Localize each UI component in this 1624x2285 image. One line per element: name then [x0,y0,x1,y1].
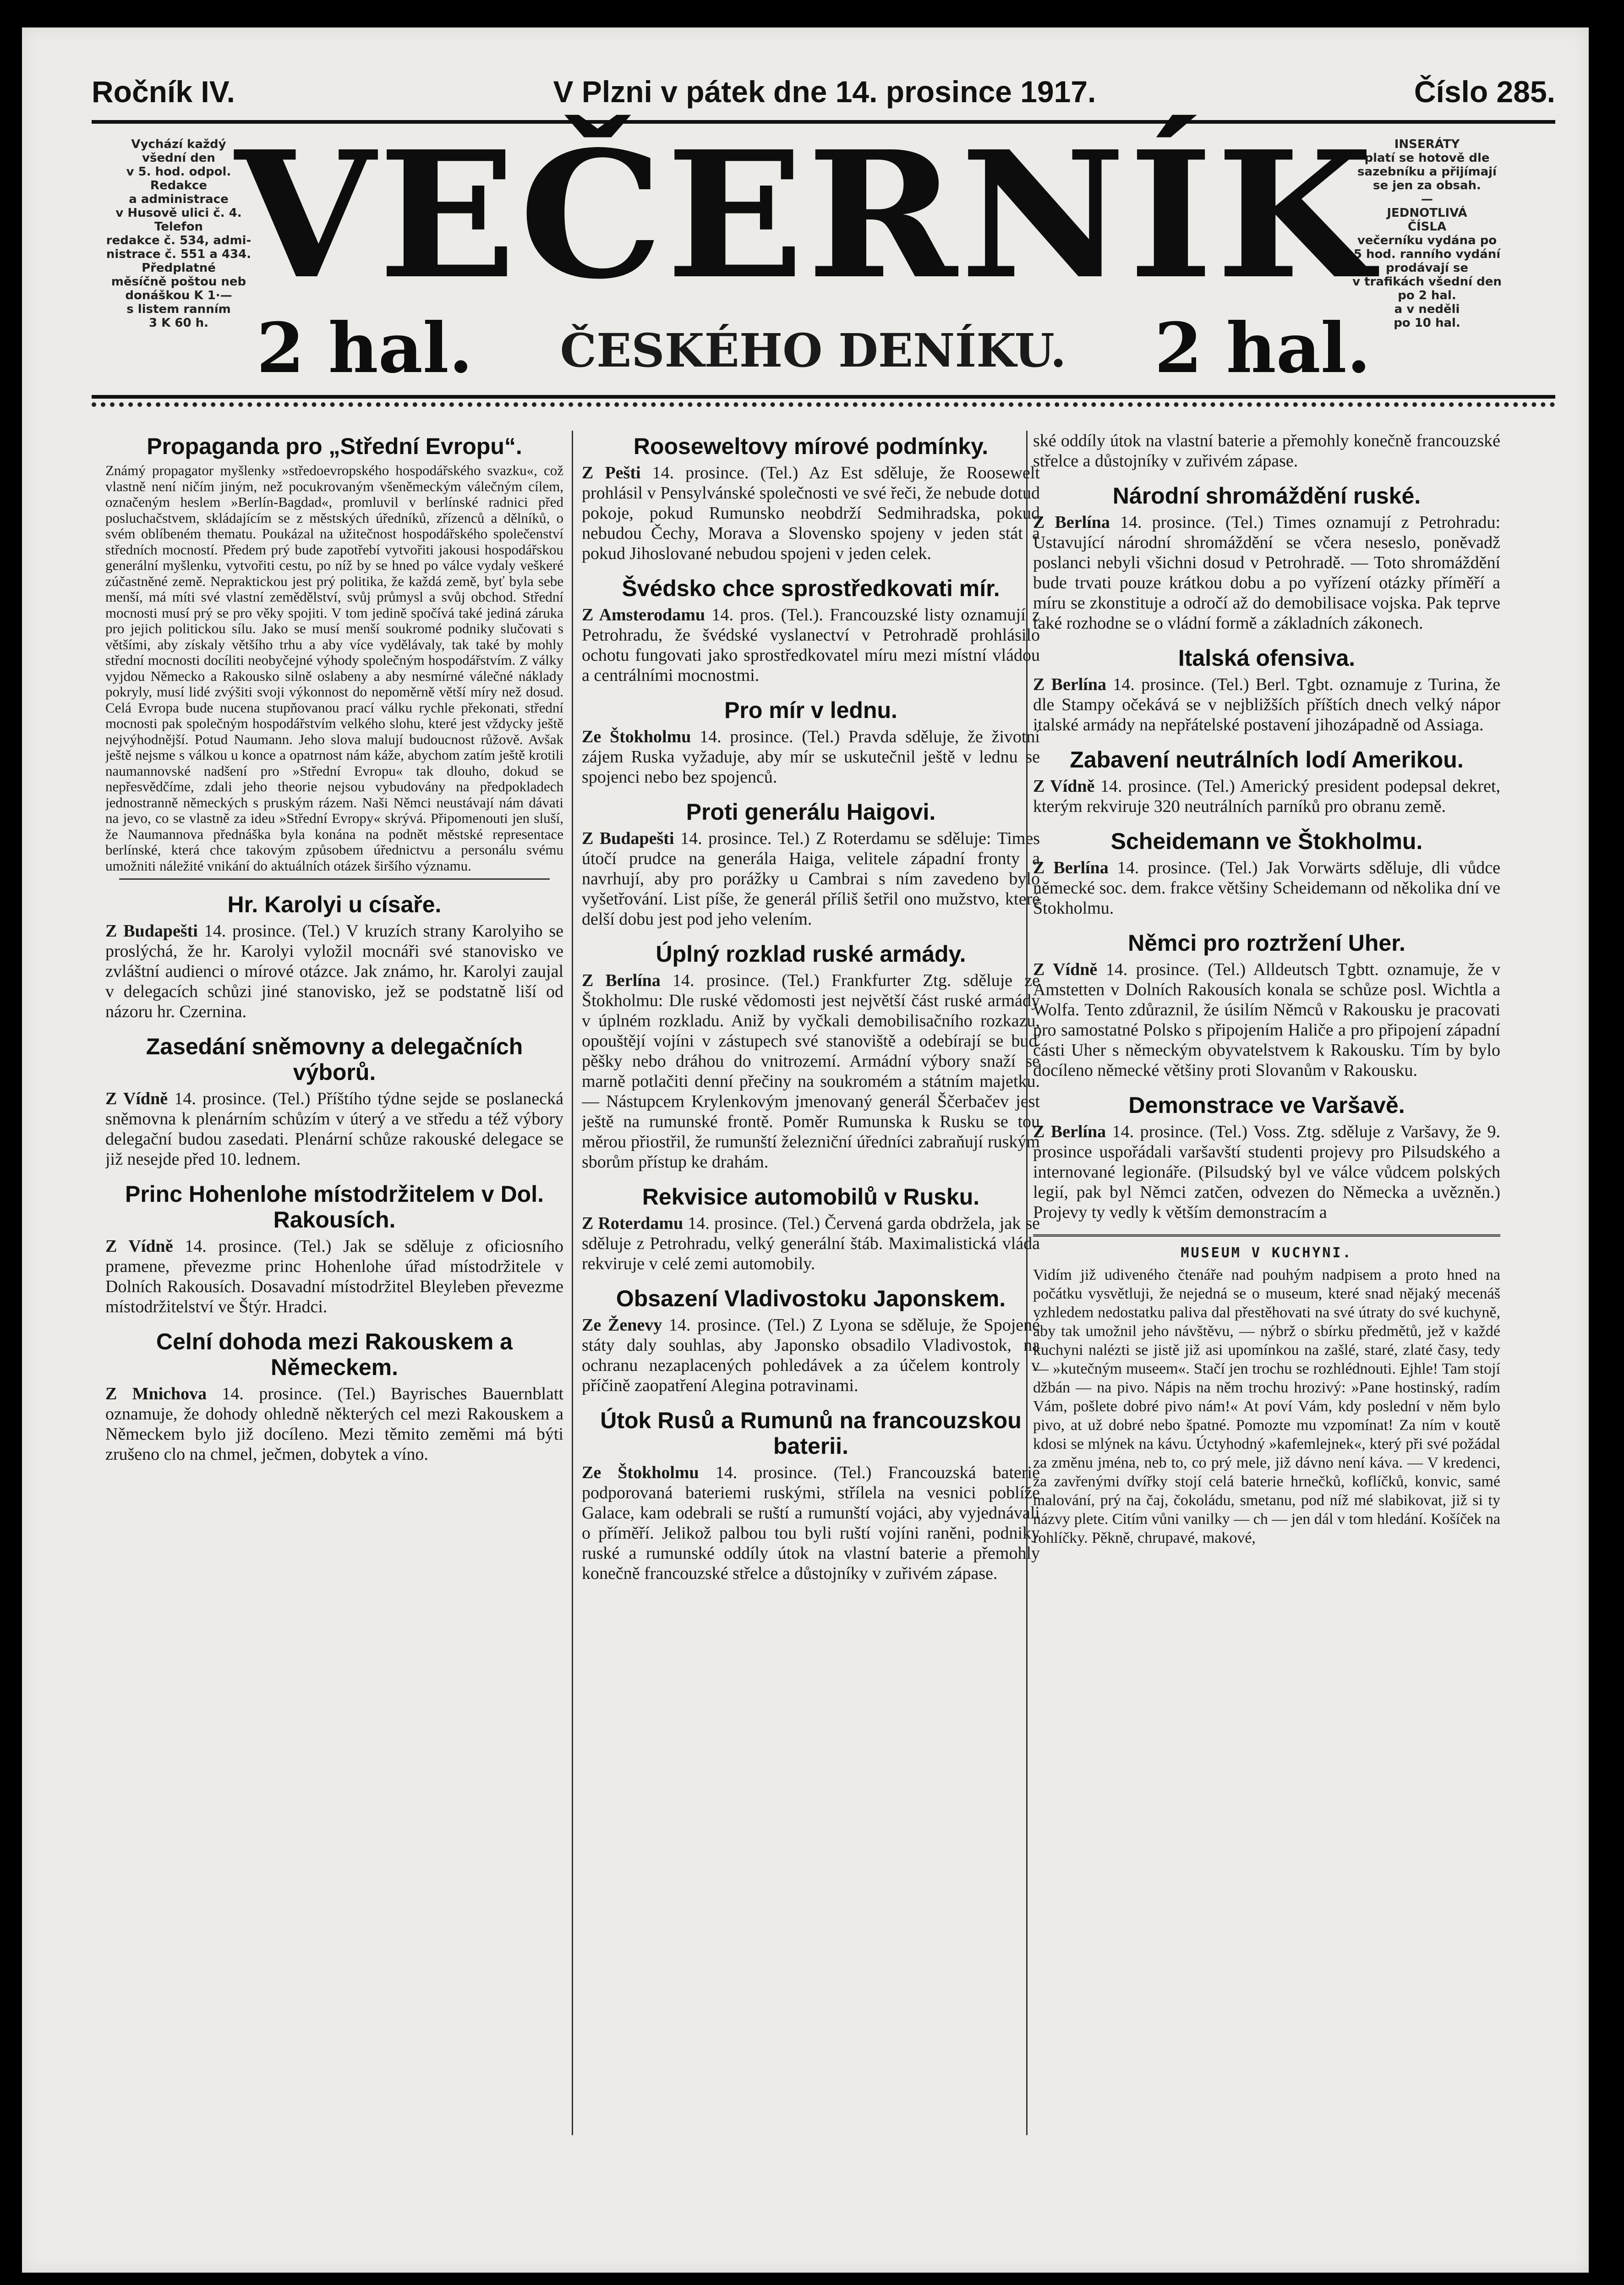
article-text: ské oddíly útok na vlastní baterie a přemohly konečně francouzské střelce a důstojníky v zuřivém zápase. [1033,431,1500,471]
masthead-dotted-rule [92,402,1555,407]
article-body [582,1463,1040,1584]
article-headline: Obsazení Vladivostoku Japonskem. [616,1286,1006,1311]
article-body [582,1315,1040,1396]
article-dateline: Z Amsterodamu [582,605,705,625]
article-headline: Hr. Karolyi u císaře. [227,892,442,917]
article-text: 14. prosince. (Tel.) Příštího týdne sejde se poslanecká sněmovna k plenárním schůzím v úterý a ve středu a též výbory delegační budou zasedati. Plenární schůze rakouské delegace se již nesejde před 10. lednem. [105,1089,563,1169]
article [582,697,1040,787]
article-text: 14. prosince. (Tel.) Americký president podepsal dekret, kterým rekviruje 320 neutrálních parníků pro obranu země. [1033,777,1500,816]
article-dateline: Z Vídně [105,1089,168,1108]
article-text: 14. prosince. (Tel.) Times oznamují z Petrohradu: Ustavující národní shromáždění se včera neseslo, poněvadž poslanci nebyli všichni dosud v Petrohradě. — Toto shromáždění bude trvati pouze krátkou dobu a po vyřízení otázky příměří a míru se zkonstituje a odročí až do demobilisace vojska. Pak teprve také rozhodne se o vládní formě a základních zákonech. [1033,513,1500,633]
article [105,1034,563,1169]
article [1033,483,1500,633]
article-headline: Proti generálu Haigovi. [686,799,936,825]
article-dateline: Z Berlína [1033,675,1106,694]
article [582,575,1040,685]
article-headline: Národní shromáždění ruské. [1112,483,1421,509]
article-body [582,1213,1040,1274]
feuilleton-rule [1033,1234,1500,1237]
article-text: 14. prosince. (Tel.) Jak se sděluje z oficiosního pramene, převezme princ Hohenlohe úřad místodržitele v Dolních Rakousích. Dosavadní místodržitel Bleyleben převezme místodržitelství ve Štýr. Hradci. [105,1237,563,1316]
article [105,1329,563,1464]
article-text: 14. prosince. (Tel.) Az Est sděluje, že Roosewelt prohlásil v Pensylvánské společnosti ve své řeči, že nebude dotud pokoje, pokud Rumunsko neobdrží Sedmihradska, pokud nebudou Čechy, Morava a Slovensko spojeny v jeden stát a pokud Jihoslované nebudou spojeni v jeden celek. [582,463,1040,563]
article-text: 14. prosince. (Tel.) Bayrisches Bauernblatt oznamuje, že dohody ohledně některých cel mezi Rakouskem a Německem bylo již docíleno. Mezi těmito zeměmi má býti zrušeno clo na chmel, ječmen, dobytek a víno. [105,1384,563,1464]
article [1033,1092,1500,1222]
article-dateline: Z Pešti [582,463,641,482]
issue-dateline: V Plzni v pátek dne 14. prosince 1917. [553,75,1096,109]
volume-number: Ročník IV. [92,75,235,109]
advertising-info-box: INSERÁTY platí se hotově dle sazebníku a přijímají se jen za obsah. — JEDNOTLIVÁ ČÍSLA večerníku vydána po 5 hod. ranního vydání prodávají se v trafikách všední den po 2 hal. a v neděli po 10 hal. [1352,137,1502,330]
article [582,1184,1040,1274]
article-text: 14. prosince. (Tel.) Alldeutsch Tgbtt. oznamuje, že v Amstetten v Dolních Rakousích konala se schůze posl. Wichtla a Wolfa. Tento zdůraznil, že úsilím Němců v Rakousku je pracovati pro samostatné Polsko s připojením Haliče a pro připojení západní části Uher s německým obyvatelstvem k Rakousku. Tím by bylo docíleno německé většiny proti Slovanům v Rakousku. [1033,960,1500,1080]
article-headline: Scheidemann ve Štokholmu. [1110,828,1423,854]
article-body [105,1089,563,1169]
article-body [105,1236,563,1317]
header-topline [92,64,1555,119]
article-body [105,1384,563,1464]
article-headline: Rooseweltovy mírové podmínky. [633,433,989,459]
article-dateline: Ze Štokholmu [582,1463,699,1482]
article-headline: Zasedání sněmovny a delegačních výborů. [146,1034,523,1085]
article-headline: Úplný rozklad ruské armády. [656,941,966,967]
article-body [105,921,563,1022]
article-dateline: Z Vídně [1033,777,1095,796]
article-body [1033,512,1500,633]
article-text: 14. prosince. (Tel.) Pravda sděluje, že životní zájem Ruska vyžaduje, aby mír se uskutečnil ještě v lednu se spojenci nebo bez spojenců. [582,727,1040,787]
feuilleton-title: MUSEUM V KUCHYNI. [1181,1245,1353,1261]
article-body [582,463,1040,564]
article-text: 14. prosince. (Tel.) Z Lyona se sděluje, že Spojené státy daly souhlas, aby Japonsko obsadilo Vladivostok, na ochranu nezaplacených pohledávek a za účelem kontroly v příčině zaopatření Alegina potravinami. [582,1315,1040,1395]
article-body [1033,1122,1500,1222]
masthead-rule [92,395,1555,399]
article-headline: Němci pro roztržení Uher. [1128,930,1405,956]
column-1 [105,431,563,2181]
article-dateline: Z Vídně [105,1237,173,1256]
article [1033,930,1500,1080]
article-text: 14. prosince. (Tel.) Jak Vorwärts sděluje, dli vůdce německé soc. dem. frakce většiny Scheidemann od několika dní ve Štokholmu. [1033,858,1500,918]
article-body [582,605,1040,685]
article-body [582,828,1040,929]
article-headline: Útok Rusů a Rumunů na francouzskou baterii. [600,1408,1022,1459]
article-headline: Demonstrace ve Varšavě. [1128,1092,1405,1118]
article [1033,828,1500,918]
article [1033,747,1500,816]
issue-number: Číslo 285. [1414,75,1555,109]
column-3 [1033,431,1500,2181]
article [582,433,1040,564]
article [582,799,1040,929]
article-dateline: Z Berlína [1033,858,1109,877]
article-dateline: Z Roterdamu [582,1214,684,1233]
article [105,1181,563,1317]
article-body [1033,858,1500,918]
article-dateline: Ze Štokholmu [582,727,691,746]
article-headline: Celní dohoda mezi Rakouskem a Německem. [156,1329,513,1380]
article-text: 14. prosince. (Tel.) Francouzská baterie podporovaná bateriemi ruskými, střílela na vesnici poblíže Galace, kam odebrali se ruští a rumunští vojáci, aby vyjednávali o příměří. Jelikož palbou tou byli ruští vojíni raněni, podniky ruské a rumunské oddíly útok na vlastní baterie a přemohly konečně francouzské střelce a důstojníky v zuřivém zápase. [582,1463,1040,1583]
article-headline: Rekvisice automobilů v Rusku. [642,1184,980,1210]
article-text: Známý propagator myšlenky »středoevropského hospodářského svazku«, což vlastně není ničím jiným, než pocukrovaným všeněmeckým válečným cílem, označeným heslem »Berlín-Bagdad«, promluvil v berlínské radnici před posluchačstvem, skládajícím se z městských úředníků, zřízenců a dělníků, o svém oblíbeném thematu. Poukázal na užitečnost hospodářského společenství středních mocností. Předem prý bude zapotřebí vytvořiti jakousi hospodářskou generální myšlenku, vytvořiti cestu, po níž by se hned po válce vydaly veškeré zúčastněné země. Nepraktickou jest prý politika, že každá země, byť byla sebe menší, má míti své vlastní zemědělství, svůj průmysl a svůj obchod. Střední mocnosti musí prý se pro věky spojiti. V tom jedině spočívá také jediná záruka pro jejich politickou sílu. Jako se musí menší soukromé podniky slučovati s většími, aby získaly většího trhu a aby více vydělávaly, tak také by mohly střední mocnosti docíliti neobyčejné výhody společným hospodářstvím. Z války vyjdou Německo a Rakousko silně oslabeny a aby nesmírné válečné náklady pokryly, musí lidé zvýšiti svoji výkonnost do nepoměrně větší míry než dosud. Celá Evropa bude nucena stupňovanou prací válku rychle překonati, střední mocnosti pak společným hospodářstvím velkého slohu, které jest vždycky ještě nejvýhodnější. Potud Naumann. Jeho slova malují budoucnost růžově. Avšak ještě nejsme s válkou u konce a opatrnost nám káže, abychom zatím ještě krotili naumannovské nadšení pro »Střední Evropu« tak dlouho, dokud se nepřesvědčíme, zdali jeho theorie nejsou vybudovány na předpokladech jednostranně německých s pruským rázem. Naši Němci neustávají nám dávati na jevo, co se vlastně za ideu »Střední Evropy« skrývá. Připomenouti jen sluší, že Naumannova přednáška byla konána na podnět městské representace berlínské, která chce takovým způsobem úřednictvu a personálu svému umožniti náležité vnikání do aktuálních otázek širšího významu. [105,462,563,874]
article-dateline: Z Berlína [582,971,661,990]
feuilleton-text: Vidím již udiveného čtenáře nad pouhým nadpisem a proto hned na počátku vysvětluji, že nejedná se o museum, které snad nějaký mecenáš vzhledem nedostatku paliva dal přestěhovati na své útraty do své kuchyně, aby tak umožnil jeho návštěvu, — nýbrž o sbírku předmětů, jež v každé kuchyni nalézti se jistě již asi upomínkou na zašlé, staré, zlaté časy, tedy — »kutečným museem«. Stačí jen trochu se rozhlédnouti. Ejhle! Tam stojí džbán — na pivo. Nápis na něm trochu hrozivý: »Pane hostinský, radím Vám, pošlete dobré pivo nám!« At poví Vám, kdy poslední v něm bylo pivo, at už dobré nebo špatné. Pomozte mu vzpomínat! Za ním v koutě kdosi se mlýnek na kávu. Úctyhodný »kafemlejnek«, který při své požádal za změnu jména, neb to, co prý mele, již dávno není káva. — V kredenci, za zavřenými dvířky stojí celá baterie hrnečků, koflíčků, konvic, samé malování, prý na čaj, čokoládu, smetanu, pod níž mé slabikovat, již si ty názvy plete. Citím vůni vanilky — ch — jen dál v tom hledání. Košíček na rohlíčky. Pěkně, chrupavé, makové, [1033,1266,1500,1546]
article-dateline: Z Mnichova [105,1384,207,1403]
article-headline: Švédsko chce sprostředkovati mír. [622,575,1000,601]
article-body [582,727,1040,787]
article-dateline: Z Budapešti [105,921,198,941]
article-dateline: Z Budapešti [582,829,674,848]
publication-info-box: Vychází každý všední den v 5. hod. odpol. Redakce a administrace v Husově ulici č. 4. Telefon redakce č. 534, admi- nistrace č. 551 a 434. Předplatné měsíčně poštou neb donáškou K 1·— s listem ranním 3 K 60 h. [106,137,252,330]
article-text: 14. prosince. (Tel.) Červená garda obdržela, jak se sděluje z Petrohradu, velký generální štáb. Maximalistická vláda rekviruje v celé zemi automobily. [582,1214,1040,1273]
article-text: 14. prosince. (Tel.) Voss. Ztg. sděluje z Varšavy, že 9. prosince uspořádali varšavští studenti projevy pro Pilsudského a internované legionáře. (Pilsudský byl ve válce vůdcem polských legií, pak byl Němci zatčen, odvezen do Německa a uvězněn.) Projevy ty vedly k větším demonstracím a [1033,1122,1500,1222]
article [105,892,563,1022]
article [582,1408,1040,1584]
article [1033,431,1500,471]
article-headline: Propaganda pro „Střední Evropu“. [147,433,522,459]
article-dateline: Z Berlína [1033,513,1110,532]
article-text: 14. prosince. Tel.) Z Roterdamu se sděluje: Times útočí prudce na generála Haiga, velitele západní fronty a navrhují, aby pro porážky u Cambrai s ním zavedeno bylo vyšetřování. List píše, že generál příliš šetřil ono mužstvo, které delší dobu jest pod jeho velením. [582,829,1040,929]
article-text: 14. prosince. (Tel.) V kruzích strany Karolyiho se proslýchá, že hr. Karolyi vyložil mocnáři své stanovisko ve zvláštní audienci o mírové otázce. Jak známo, hr. Karolyi zaujal v delegacích schůzi jiné stanovisko, jež se podstatně liší od názoru hr. Czernina. [105,921,563,1021]
article-body [1033,959,1500,1080]
article [582,1286,1040,1396]
article-dateline: Z Berlína [1033,1122,1106,1141]
masthead-subtitle: ČESKÉHO DENÍKU. [560,323,1066,378]
article-dateline: Ze Ženevy [582,1315,662,1335]
article-body [1033,674,1500,735]
article-headline: Pro mír v lednu. [724,697,897,723]
price-right: 2 hal. [1154,308,1371,389]
article [105,433,563,880]
article-text: 14. prosince. (Tel.) Frankfurter Ztg. sděluje ze Štokholmu: Dle ruské vědomosti jest největší část ruské armády v úplném rozkladu. Aniž by vyčkali demobilisačního rozkazu, opouštějí vojíni v zástupech své stanoviště a odebírají se buď pěšky nebo dráhou do vnitrozemí. Armádní výbory snaží se marně potlačiti denní přečiny na soukromém a státním majetku. — Nástupcem Krylenkovým jmenovaný generál Ščerbačev jest ještě na rumunské frontě. Poměr Rumunska k Rusku se tou měrou přiostřil, že rumunští železniční úředníci zabraňují ruským sborům přístup ke drahám. [582,971,1040,1172]
article [1033,645,1500,735]
article-body [1033,431,1500,471]
column-2 [582,431,1040,2181]
article-body [105,463,563,874]
article-headline: Zabavení neutrálních lodí Amerikou. [1070,747,1464,773]
article-body [582,970,1040,1172]
article-headline: Italská ofensiva. [1178,645,1356,671]
column-separator-1 [572,431,573,2135]
article-dateline: Z Vídně [1033,960,1098,979]
article [582,941,1040,1172]
article-separator [119,878,550,880]
article-body [1033,776,1500,816]
article-headline: Princ Hohenlohe místodržitelem v Dol. Rakousích. [125,1181,544,1233]
masthead-title: VEČERNÍK [235,113,1377,318]
article-text: 14. pros. (Tel.). Francouzské listy oznamují z Petrohradu, že švédské vyslanectví v Petrohradě prohlásilo ochotu fungovati jako sprostředkovatel míru mezi místní vládou a centrálními mocnostmi. [582,605,1040,685]
article-text: 14. prosince. (Tel.) Berl. Tgbt. oznamuje z Turina, že dle Stampy očekává se v nejbližších příštích dnech velký nápor italské armády na nepřátelské postavení jihozápadně od Assiaga. [1033,675,1500,734]
price-left: 2 hal. [257,308,473,389]
